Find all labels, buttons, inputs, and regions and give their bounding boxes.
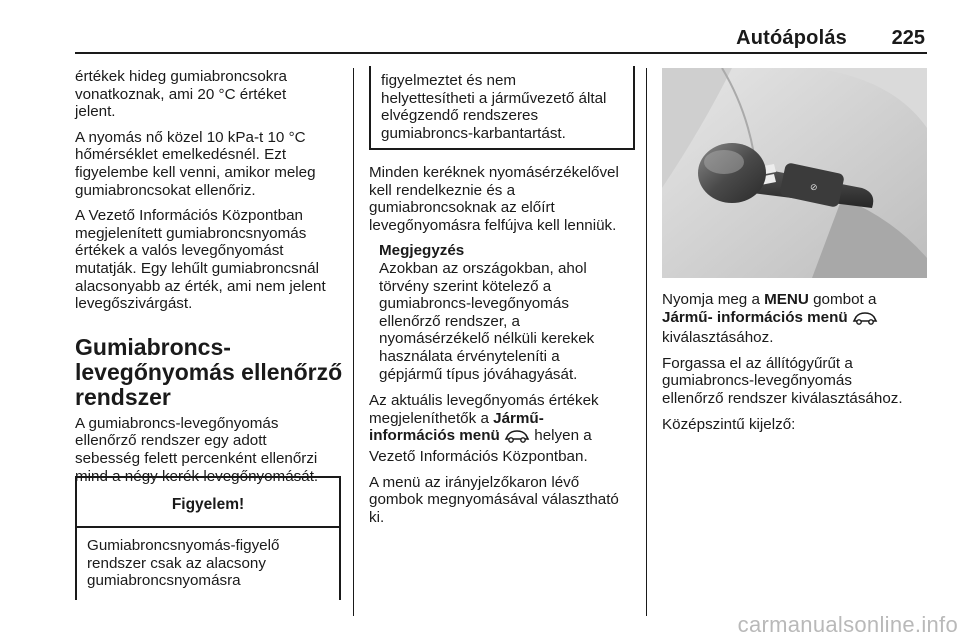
paragraph: A menü az irányjelzőkaron lévő gombok megnyomásával választható ki. <box>369 473 619 526</box>
column-divider-1 <box>353 68 354 616</box>
header-divider <box>75 52 927 54</box>
text: kiválasztásához. <box>662 329 774 347</box>
menu-name: Jármű- információs menü <box>369 409 544 445</box>
column-divider-2 <box>646 68 647 616</box>
warning-box <box>75 476 341 600</box>
text: gombot a <box>813 291 877 308</box>
turn-signal-lever-photo <box>662 68 927 278</box>
warning-text: figyelmeztet és nem helyettesítheti a járművezető által elvégzendő rendszeres gumiabroncs-karbantartást. <box>381 72 607 142</box>
warning-text: Gumiabroncsnyomás-figyelő rendszer csak az alacsony gumiabroncsnyomásra <box>87 537 280 590</box>
warning-title: Figyelem! <box>77 478 339 528</box>
paragraph: Minden keréknek nyomásérzékelővel kell rendelkeznie és a gumiabroncsoknak az előírt levegőnyomásra felfújva kell lenniük. <box>369 164 619 234</box>
text: helyen a Vezető Információs Központban. <box>369 427 592 465</box>
note <box>379 242 637 383</box>
note-title: Megjegyzés <box>379 242 465 260</box>
paragraph: Középszintű kijelző: <box>662 415 796 433</box>
watermark: carmanualsonline.info <box>737 612 958 637</box>
page-header <box>75 27 925 51</box>
section-title: Autóápolás <box>736 27 847 49</box>
section-heading: Gumiabroncs- levegőnyomás ellenőrző rendszer <box>75 333 343 410</box>
note-text: Azokban az országokban, ahol törvény szerint kötelező a gumiabroncs-levegőnyomás ellenőrző rendszer, a nyomásérzékelő nélküli kerekek használata érvényteleníti a gépjármű típus jóváhagyását. <box>379 259 595 383</box>
paragraph: Forgassa el az állítógyűrűt a gumiabroncs-levegőnyomás ellenőrző rendszer kiválasztásához. <box>662 354 903 407</box>
column-2 <box>369 164 637 534</box>
text: Az aktuális levegőnyomás értékek megjeleníthetők a <box>369 392 599 427</box>
menu-button-name: MENU <box>764 291 809 308</box>
page-number: 225 <box>891 27 925 49</box>
warning-box-continued <box>369 66 635 150</box>
paragraph: A Vezető Információs Központban megjelenített gumiabroncsnyomás értékek a valós levegőnyomást mutatják. Egy lehűlt gumiabroncsnál alacsonyabb az érték, ami nem jelent levegőszivárgást. <box>75 207 326 313</box>
car-icon <box>852 311 878 330</box>
paragraph: értékek hideg gumiabroncsokra vonatkoznak, ami 20 °C értéket jelent. <box>75 68 287 121</box>
svg-text:⊘: ⊘ <box>810 183 818 193</box>
column-3 <box>662 291 927 441</box>
car-icon <box>504 429 530 448</box>
paragraph <box>369 392 637 465</box>
paragraph: A gumiabroncs-levegőnyomás ellenőrző rendszer egy adott sebesség felett percenként ellenőrzi mind a négy kerék levegőnyomását. <box>75 414 319 485</box>
paragraph: A nyomás nő közel 10 kPa-t 10 °C hőmérséklet emelkedésnél. Ezt figyelembe kell venni, amikor meleg gumiabroncsokat ellenőriz. <box>75 128 316 199</box>
text: Nyomja meg a <box>662 291 765 308</box>
paragraph <box>662 291 927 347</box>
column-1 <box>75 68 345 493</box>
menu-name: Jármű- információs menü <box>662 308 848 326</box>
